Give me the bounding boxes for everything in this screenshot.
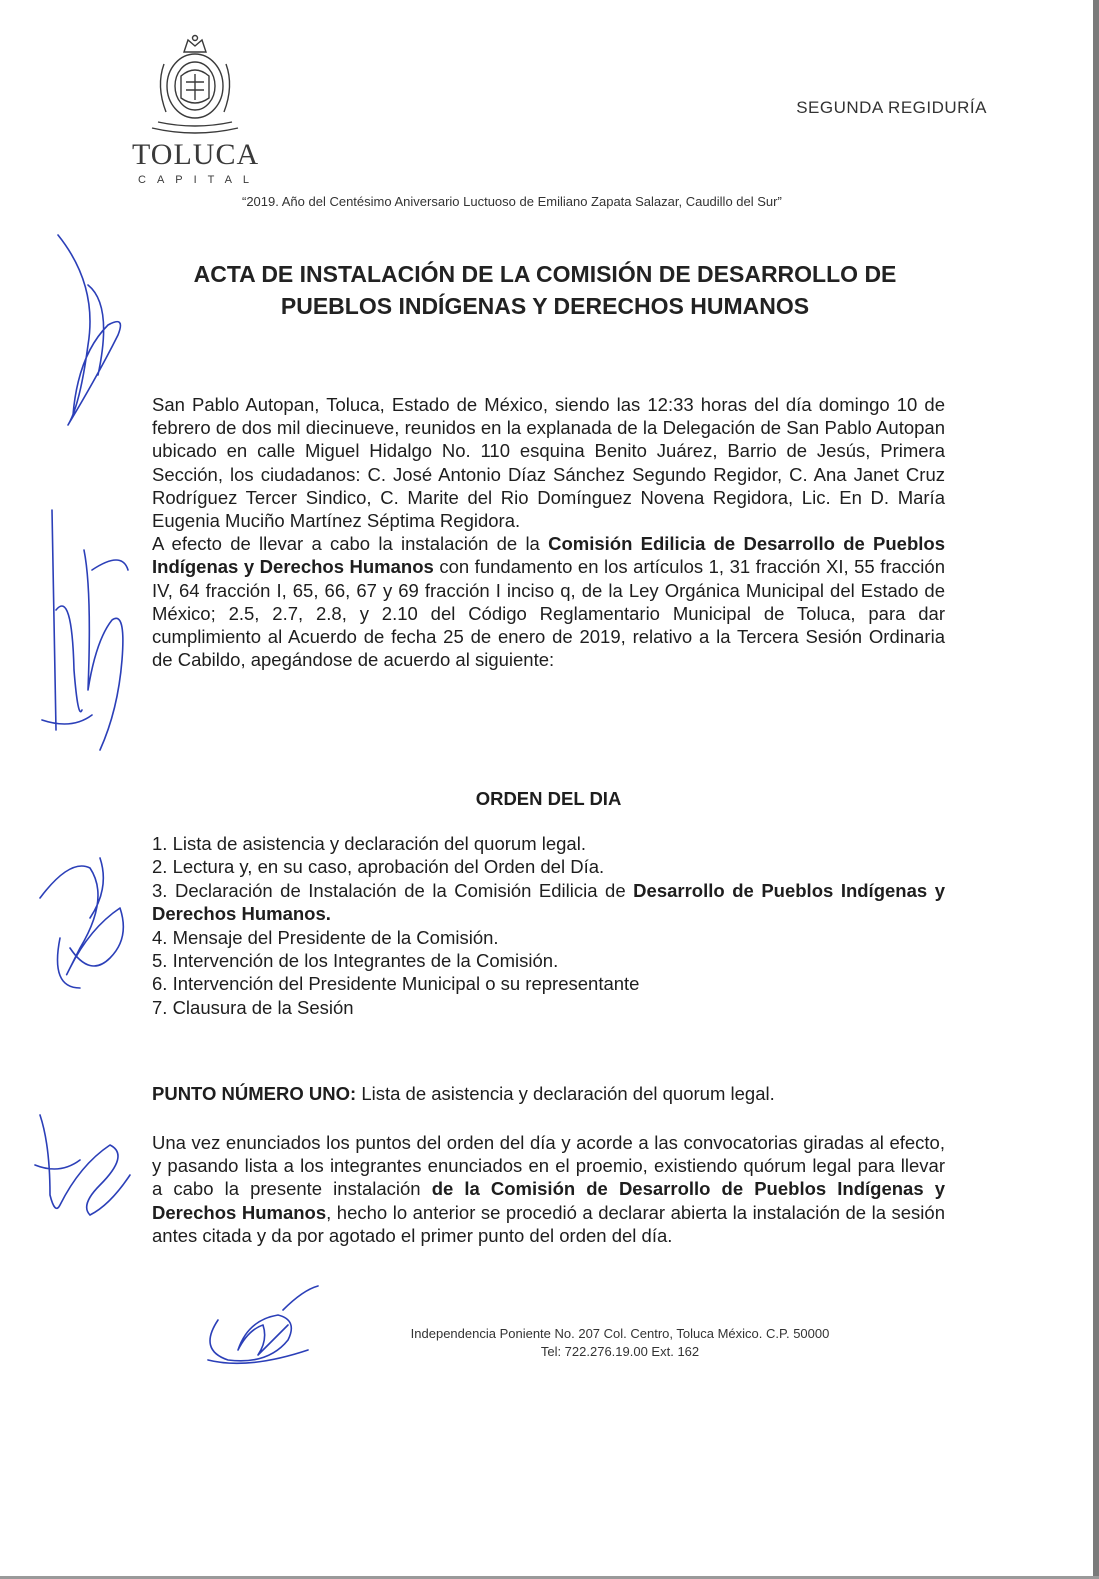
agenda-item-3-text: 3. Declaración de Instalación de la Comisión Edilicia de	[152, 879, 634, 901]
footer	[300, 1325, 940, 1361]
agenda-title: ORDEN DEL DIA	[475, 788, 622, 809]
agenda-item-7: 7. Clausura de la Sesión	[152, 996, 354, 1018]
signature-5	[188, 1280, 328, 1370]
signature-4	[20, 1105, 140, 1225]
intro-p2-start: A efecto de llevar a cabo la instalación de la	[152, 533, 549, 555]
point-one	[152, 1083, 945, 1105]
signature-1	[28, 225, 128, 435]
footer-phone: Tel: 722.276.19.00 Ext. 162	[540, 1344, 700, 1359]
closing-text-end: , hecho lo anterior se procedió a declarar abierta la instalación de la sesión antes citada y da por agotado el primer punto del orden del día.	[152, 1201, 945, 1246]
intro-paragraph-1: San Pablo Autopan, Toluca, Estado de México, siendo las 12:33 horas del día domingo 10 de febrero de dos mil diecinueve, reunidos en la explanada de la Delegación de San Pablo Autopan ubicado en calle Miguel Hidalgo No. 110 esquina Benito Juárez, Barrio de Jesús, Primera Sección, los ciudadanos: C. José Antonio Díaz Sánchez Segundo Regidor, C. Ana Janet Cruz Rodríguez Tercer Sindico, C. Marite del Rio Domínguez Novena Regidora, Lic. En D. María Eugenia Muciño Martínez Séptima Regidora.	[152, 394, 945, 532]
office-name: SEGUNDA REGIDURÍA	[796, 98, 987, 117]
point-one-text: Lista de asistencia y declaración del quorum legal.	[356, 1083, 775, 1104]
footer-address: Independencia Poniente No. 207 Col. Centro, Toluca México. C.P. 50000	[410, 1326, 830, 1341]
agenda-item-3-bold: Desarrollo de Pueblos Indígenas y Derechos Humanos.	[152, 879, 945, 925]
agenda-item-4: 4. Mensaje del Presidente de la Comisión.	[152, 926, 499, 948]
agenda-item-3	[152, 879, 945, 926]
agenda-item-5: 5. Intervención de los Integrantes de la Comisión.	[152, 950, 559, 972]
agenda-list	[152, 832, 945, 1019]
coat-of-arms-icon	[148, 34, 242, 138]
signature-3	[30, 838, 140, 998]
document-title	[130, 258, 960, 322]
title-line-1: ACTA DE INSTALACIÓN DE LA COMISIÓN DE DESARROLLO DE	[193, 261, 897, 287]
agenda-item-2: 2. Lectura y, en su caso, aprobación del Orden del Día.	[152, 856, 605, 878]
scan-edge-right	[1093, 0, 1099, 1579]
agenda-item-6: 6. Intervención del Presidente Municipal o su representante	[152, 973, 640, 995]
year-motto: “2019. Año del Centésimo Aniversario Luctuoso de Emiliano Zapata Salazar, Caudillo del Sur”	[242, 194, 782, 209]
toluca-logo	[132, 34, 262, 184]
logo-subtitle: CAPITAL	[138, 174, 261, 186]
intro-section	[152, 393, 945, 671]
closing-text-start: Una vez enunciados los puntos del orden del día y acorde a las convocatorias giradas al efecto, y pasando lista a los integrantes enunciados en el proemio, existiendo quórum legal para llevar a cabo la presente instalación	[152, 1132, 945, 1200]
agenda-item-1: 1. Lista de asistencia y declaración del quorum legal.	[152, 833, 586, 854]
closing-paragraph	[152, 1131, 945, 1247]
point-one-label: PUNTO NÚMERO UNO:	[152, 1083, 357, 1104]
intro-p2-end: con fundamento en los artículos 1, 31 fracción XI, 55 fracción IV, 64 fracción I, 65, 66, 67 y 69 fracción I inciso q, de la Ley Orgánica Municipal del Estado de México; 2.5, 2.7, 2.8, y 2.10 del Código Reglamentario Municipal de Toluca, para dar cumplimiento al Acuerdo de fecha 25 de enero de 2019, relativo a la Tercera Sesión Ordinaria de Cabildo, apegándose de acuerdo al siguiente:	[152, 556, 945, 671]
signature-2	[22, 490, 132, 760]
closing-commission: de la Comisión de Desarrollo de Pueblos Indígenas y Derechos Humanos	[152, 1178, 946, 1223]
logo-name: TOLUCA	[132, 138, 260, 171]
intro-p2-commission: Comisión Edilicia de Desarrollo de Pueblos Indígenas y Derechos Humanos	[152, 533, 945, 578]
title-line-2: PUEBLOS INDÍGENAS Y DERECHOS HUMANOS	[280, 293, 810, 319]
intro-paragraph-2	[152, 532, 945, 671]
